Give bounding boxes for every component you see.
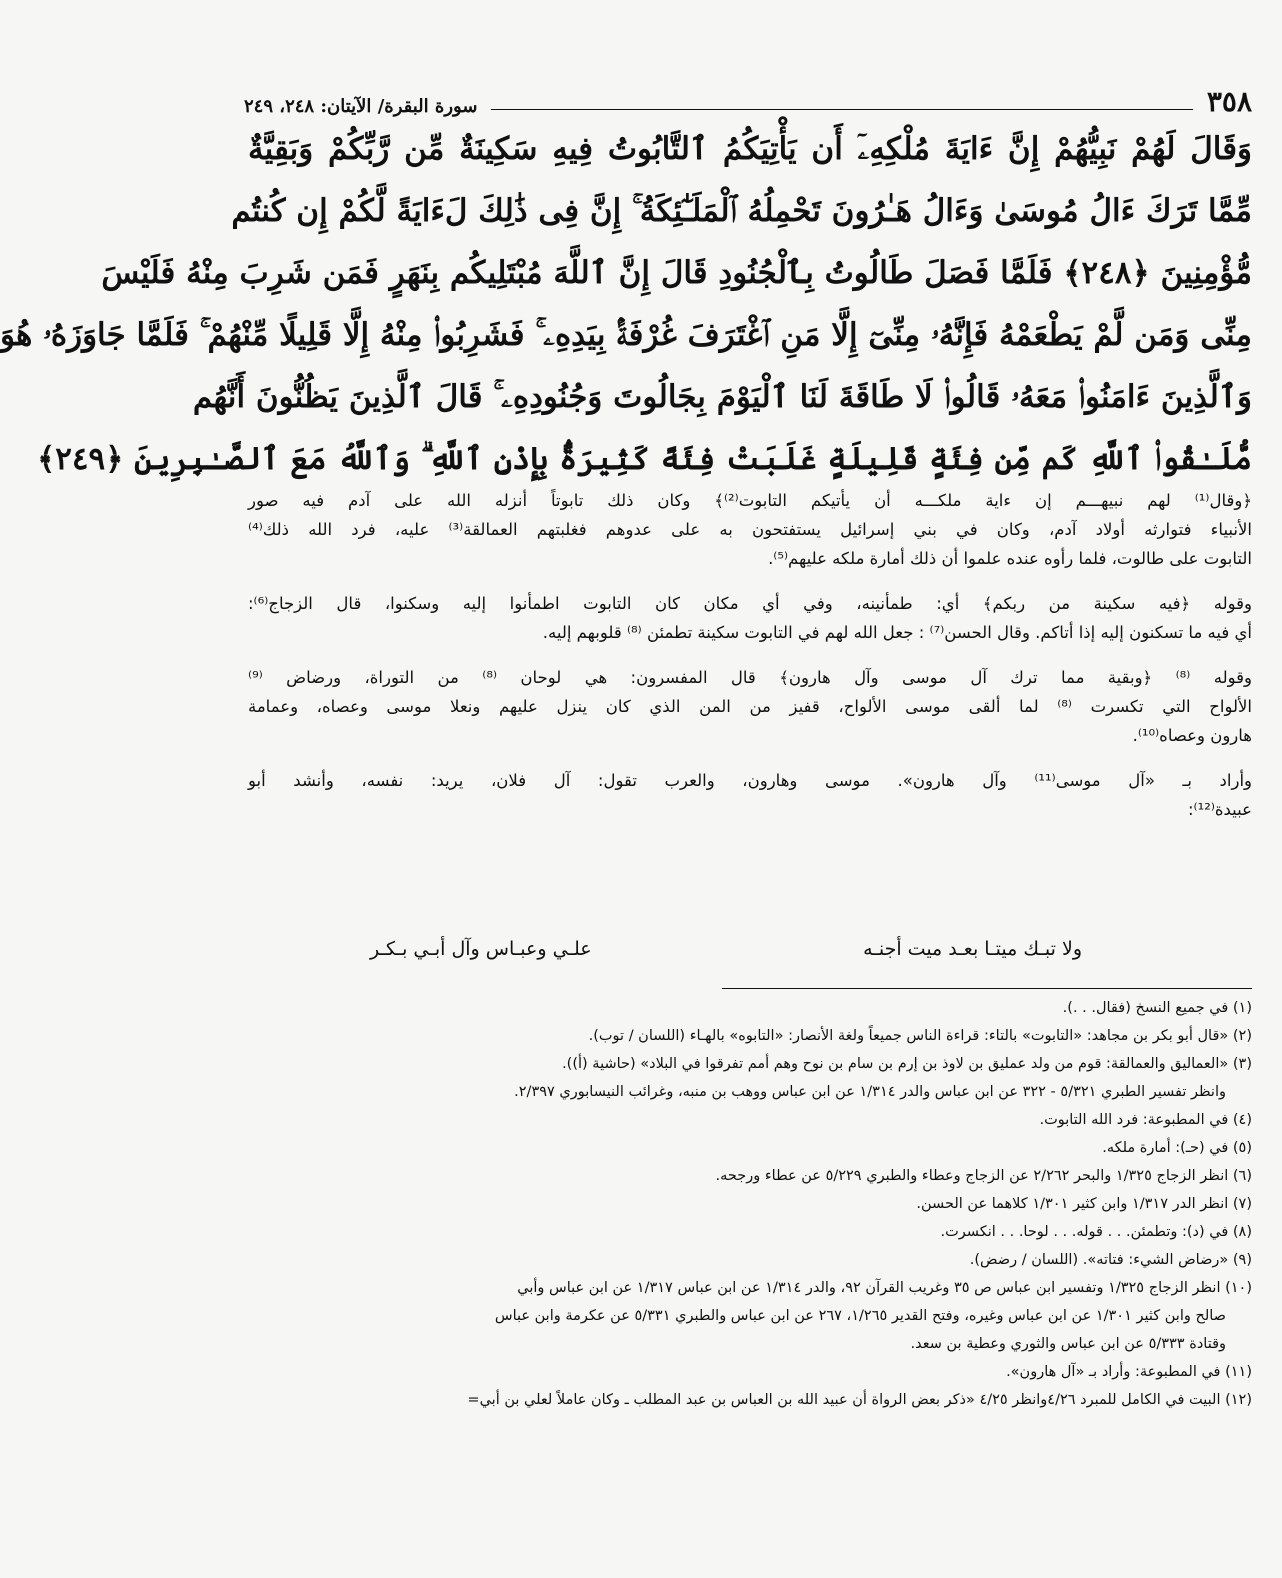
page-header [244, 82, 1252, 116]
quran-line: مِنِّى وَمَن لَّمْ يَطْعَمْهُ فَإِنَّهُۥ مِنِّىٓ إِلَّا مَنِ ٱغْتَرَفَ غُرْفَةًۢ بِيَدِهِۦ ۚ فَشَرِبُوا۟ مِنْهُ إِلَّا قَلِيلًا مِّنْهُمْ ۚ فَلَمَّا جَاوَزَهُۥ هُوَ [0, 317, 1252, 353]
quran-line: وَٱلَّذِينَ ءَامَنُوا۟ مَعَهُۥ قَالُوا۟ لَا طَاقَةَ لَنَا ٱلْيَوْمَ بِجَالُوتَ وَجُنُودِهِۦ ۚ قَالَ ٱلَّذِينَ يَظُنُّونَ أَنَّهُم [192, 379, 1252, 415]
footnote: (٧) انظر الدر ١/٣١٧ وابن كثير ١/٣٠١ كلاهما عن الحسن. [916, 1196, 1252, 1212]
footnote: (٦) انظر الزجاج ١/٣٢٥ والبحر ٢/٢٦٢ عن الزجاج وعطاء والطبري ٥/٢٢٩ عن عطاء ورجحه. [715, 1168, 1252, 1184]
commentary-paragraph [248, 589, 1252, 647]
header-rule [491, 109, 1192, 110]
footnote: (٥) في (حـ): أمارة ملكه. [1102, 1140, 1252, 1156]
verse-hemistich: ولا تبـك ميتـا بعـد ميت أجنـه [863, 938, 1082, 960]
footnote: (١٠) انظر الزجاج ١/٣٢٥ وتفسير ابن عباس ص ٣٥ وغريب القرآن ٩٢، والدر ١/٣١٤ عن ابن عباس ١/٣١٧ عن ابن عباس وأبي [517, 1280, 1252, 1296]
commentary-line: هارون وعصاه⁽¹⁰⁾. [1132, 726, 1252, 745]
commentary-paragraph [248, 766, 1252, 824]
footnote-continuation: صالح وابن كثير ١/٣٠١ عن ابن عباس وغيره، وفتح القدير ١/٢٦٥، ٢٦٧ عن ابن عباس والطبري ٥/٣٣١ عن عكرمة وابن عباس [494, 1308, 1226, 1324]
commentary-line: ﴿وقال⁽¹⁾ لهم نبيهـــم إن ءاية ملكـــه أن يأتيكم التابوت⁽²⁾﴾ وكان ذلك تابوتاً أنزله الله على آدم فيه صور [248, 491, 1252, 510]
verse-hemistich: علـي وعبـاس وآل أبـي بـكـر [370, 938, 592, 960]
quran-line: مِّمَّا تَرَكَ ءَالُ مُوسَىٰ وَءَالُ هَـٰرُونَ تَحْمِلُهُ ٱلْمَلَـٰٓئِكَةُ ۚ إِنَّ فِى ذَٰلِكَ لَءَايَةً لَّكُمْ إِن كُنتُم [231, 193, 1252, 229]
commentary-line: عبيدة⁽¹²⁾: [1187, 800, 1252, 819]
commentary-line: وأراد بـ «آل موسى⁽¹¹⁾ وآل هارون». موسى وهارون، والعرب تقول: آل فلان، يريد: نفسه، وأنشد أبو [248, 771, 1252, 790]
quran-text-block [0, 118, 1252, 490]
commentary-line: أي فيه ما تسكنون إليه إذا أتاكم. وقال الحسن⁽⁷⁾ : جعل الله لهم في التابوت سكينة تطمئن ⁽⁸⁾ قلوبهم إليه. [542, 623, 1252, 642]
footnote-separator [722, 988, 1252, 989]
footnote: (٨) في (د): وتطمئن. . . قوله. . . لوحا. . . انكسرت. [940, 1224, 1252, 1240]
commentary-block [248, 486, 1252, 824]
footnote-continuation: وانظر تفسير الطبري ٥/٣٢١ - ٣٢٢ عن ابن عباس والدر ١/٣١٤ عن ابن عباس ووهب بن منبه، وغرائب النيسابوري ٢/٣٩٧. [514, 1084, 1226, 1100]
quran-line: مُّلَـٰقُوا۟ ٱللَّهِ كَم مِّن فِئَةٍ قَلِيلَةٍ غَلَبَتْ فِئَةً كَثِيرَةًۢ بِإِذْنِ ٱللَّهِ ۗ وَٱللَّهُ مَعَ ٱلصَّـٰبِرِينَ ﴿٢٤٩﴾ [37, 441, 1252, 477]
footnote-continuation: وقتادة ٥/٣٣٣ عن ابن عباس والثوري وعطية بن سعد. [910, 1336, 1226, 1352]
footnote: (١) في جميع النسخ (فقال. . .). [1062, 1000, 1252, 1016]
commentary-paragraph [248, 486, 1252, 573]
commentary-line: التابوت على طالوت، فلما رأوه عنده علموا أن ذلك أمارة ملكه عليهم⁽⁵⁾. [768, 549, 1252, 568]
footnote: (١١) في المطبوعة: وأراد بـ «آل هارون». [1006, 1364, 1252, 1380]
footnotes-block [244, 994, 1252, 1414]
quran-line: وَقَالَ لَهُمْ نَبِيُّهُمْ إِنَّ ءَايَةَ مُلْكِهِۦٓ أَن يَأْتِيَكُمُ ٱلتَّابُوتُ فِيهِ سَكِينَةٌ مِّن رَّبِّكُمْ وَبَقِيَّةٌ [248, 131, 1252, 167]
commentary-line: الألواح التي تكسرت ⁽⁸⁾ لما ألقى موسى الألواح، قفيز من المن الذي كان ينزل عليهم ونعلا موسى وعصاه، وعمامة [248, 697, 1252, 716]
footnote: (٩) «رضاض الشيء: فتاته». (اللسان / رضض). [969, 1252, 1252, 1268]
quran-line: مُّؤْمِنِينَ ﴿٢٤٨﴾ فَلَمَّا فَصَلَ طَالُوتُ بِٱلْجُنُودِ قَالَ إِنَّ ٱللَّهَ مُبْتَلِيكُم بِنَهَرٍ فَمَن شَرِبَ مِنْهُ فَلَيْسَ [101, 255, 1252, 291]
commentary-line: وقوله ﴿فيه سكينة من ربكم﴾ أي: طمأنينه، وفي أي مكان كان التابوت اطمأنوا إليه وسكنوا، قال الزجاج⁽⁶⁾: [248, 594, 1252, 613]
footnote: (٣) «العماليق والعمالقة: قوم من ولد عمليق بن لاوذ بن إرم بن سام بن نوح وهم أمم تفرقوا في البلاد» (حاشية (أ)). [562, 1056, 1252, 1072]
poetry-verse [370, 938, 1082, 960]
commentary-line: الأنبياء فتوارثه أولاد آدم، وكان في بني إسرائيل يستفتحون به على عدوهم فغلبتهم العمالقة⁽³⁾ عليه، فرد الله ذلك⁽⁴⁾ [248, 520, 1252, 539]
footnote: (٤) في المطبوعة: فرد الله التابوت. [1039, 1112, 1252, 1128]
running-title: سورة البقرة/ الآيتان: ٢٤٨، ٢٤٩ [244, 96, 478, 117]
commentary-line: وقوله ⁽⁸⁾ ﴿وبقية مما ترك آل موسى وآل هارون﴾ قال المفسرون: هي لوحان ⁽⁸⁾ من التوراة، ورضاض ⁽⁹⁾ [248, 668, 1252, 687]
commentary-paragraph [248, 663, 1252, 750]
footnote: (١٢) البيت في الكامل للمبرد ٤/٢٦وانظر ٤/٢٥ «ذكر بعض الرواة أن عبيد الله بن العباس بن عبد المطلب ـ وكان عاملاً لعلي بن أبي= [467, 1392, 1252, 1408]
footnote: (٢) «قال أبو بكر بن مجاهد: «التابوت» بالتاء: قراءة الناس جميعاً ولغة الأنصار: «التابوه» بالهـاء (اللسان / توب). [588, 1028, 1252, 1044]
page-number: ٣٥٨ [1206, 85, 1252, 118]
